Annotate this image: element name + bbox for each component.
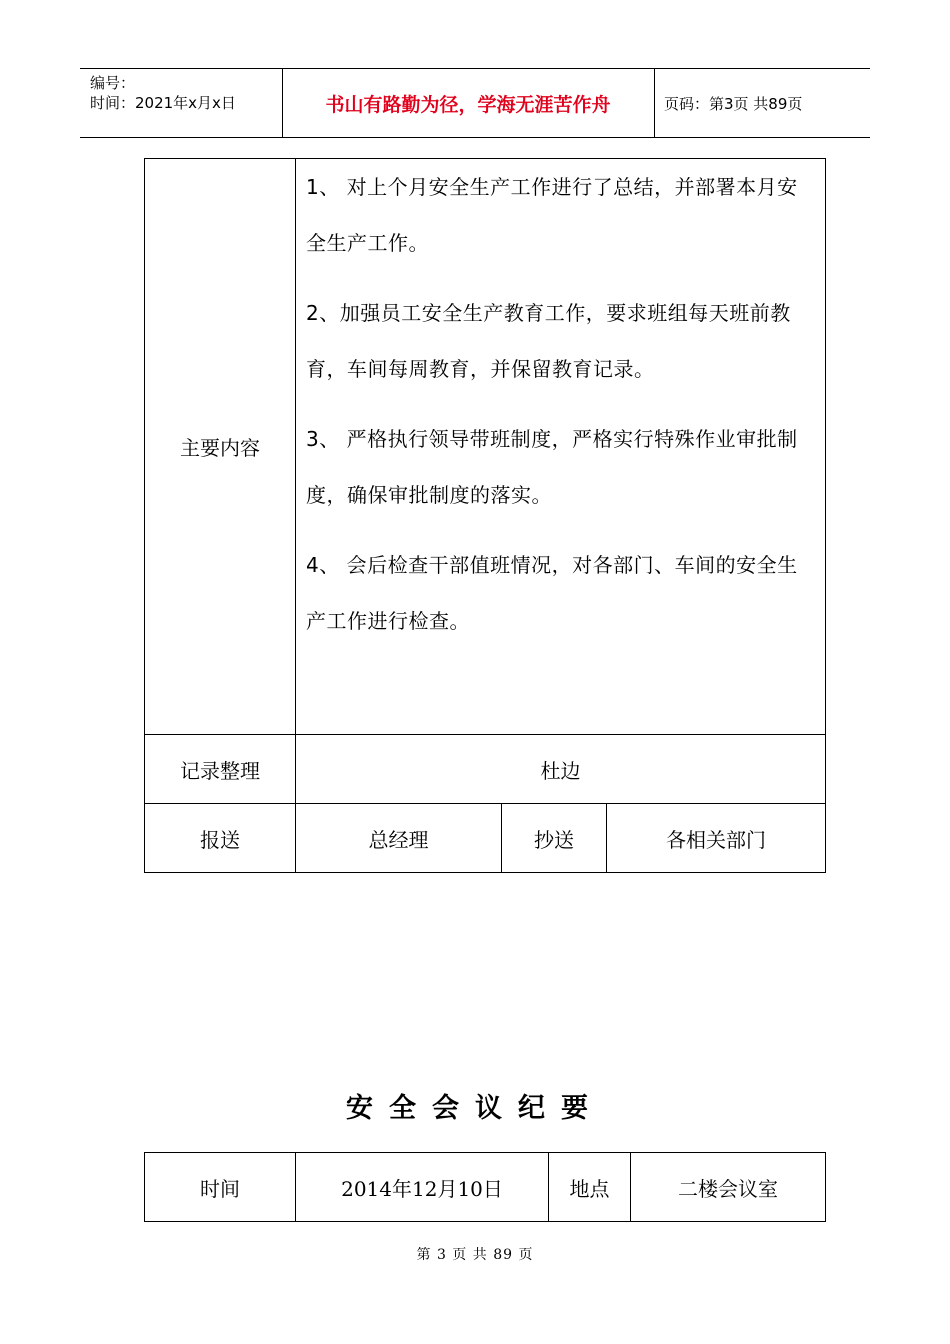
content-row (145, 159, 826, 735)
time-label: 时间 (145, 1153, 296, 1222)
distribution-row (145, 804, 826, 873)
place-label: 地点 (549, 1153, 631, 1222)
content-label: 主要内容 (145, 159, 296, 735)
cc-label: 抄送 (502, 804, 607, 873)
report-value: 总经理 (296, 804, 502, 873)
section-title: 安全会议纪要 (346, 1093, 604, 1124)
recorder-label: 记录整理 (145, 735, 296, 804)
content-cell (296, 159, 826, 735)
header-motto: 书山有路勤为径，学海无涯苦作舟 (325, 93, 611, 116)
page-header (80, 68, 870, 138)
cc-value: 各相关部门 (607, 804, 826, 873)
header-page-info: 页码：第3页 共89页 (664, 94, 803, 113)
date-line: 时间：2021年x月x日 (90, 94, 236, 112)
place-value: 二楼会议室 (631, 1153, 826, 1222)
report-label: 报送 (145, 804, 296, 873)
content-item: 3、 严格执行领导带班制度，严格实行特殊作业审批制 度，确保审批制度的落实。 (306, 427, 798, 507)
minutes-table (144, 158, 826, 873)
recorder-value: 杜边 (296, 735, 826, 804)
content-item: 4、 会后检查干部值班情况，对各部门、车间的安全生 产工作进行检查。 (306, 553, 798, 633)
meeting-info-table (144, 1152, 826, 1222)
time-value: 2014年12月10日 (296, 1153, 549, 1222)
content-item: 2、加强员工安全生产教育工作，要求班组每天班前教 育，车间每周教育，并保留教育记录。 (306, 301, 791, 381)
content-item: 1、 对上个月安全生产工作进行了总结，并部署本月安 全生产工作。 (306, 175, 798, 255)
header-divider (654, 69, 655, 137)
meeting-info-row (145, 1153, 826, 1222)
serial-label: 编号： (90, 74, 136, 92)
recorder-row (145, 735, 826, 804)
header-meta (90, 73, 236, 113)
page-footer: 第 3 页 共 89 页 (416, 1247, 534, 1263)
